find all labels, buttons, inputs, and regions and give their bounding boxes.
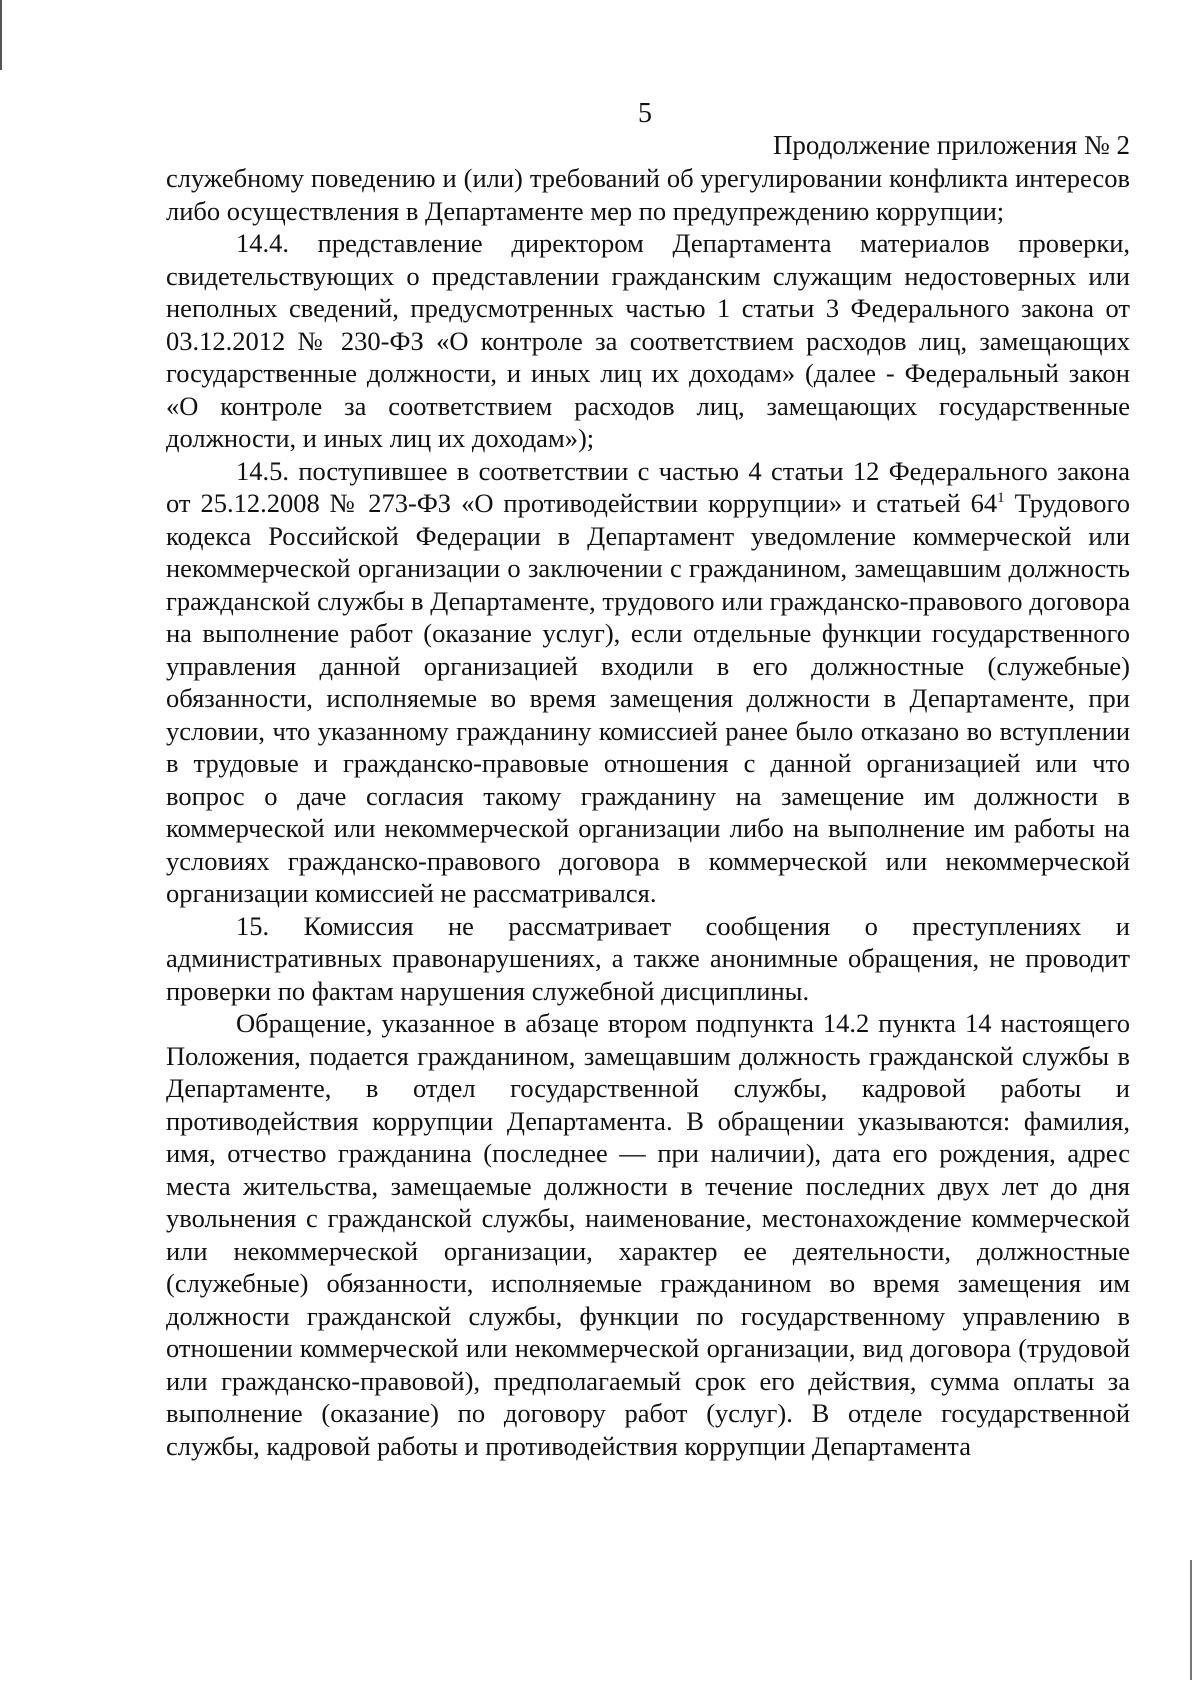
- paragraph: [166, 455, 1130, 910]
- paragraph: служебному поведению и (или) требований об урегулировании конфликта интересов либо осуществления в Департаменте мер по предупреждению коррупции;: [166, 163, 1130, 226]
- superscript: 1: [997, 490, 1005, 507]
- paragraph-text: 14.5. поступившее в соответствии с частью 4 статьи 12 Федерального закона от 25.12.2008 № 273-ФЗ «О противодействии коррупции» и статьей 64: [166, 455, 1130, 518]
- paragraph: Обращение, указанное в абзаце втором подпункта 14.2 пункта 14 настоящего Положения, подается гражданином, замещавшим должность гражданской службы в Департаменте, в отдел государственной службы, кадровой работы и противодействия коррупции Департамента. В обращении указываются: фамилия, имя, отчество гражданина (последнее — при наличии), дата его рождения, адрес места жительства, замещаемые должности в течение последних двух лет до дня увольнения с гражданской службы, наименование, местонахождение коммерческой или некоммерческой организации, характер ее деятельности, должностные (служебные) обязанности, исполняемые гражданином во время замещения им должности гражданской службы, функции по государственному управлению в отношении коммерческой или некоммерческой организации, вид договора (трудовой или гражданско-правовой), предполагаемый срок его действия, сумма оплаты за выполнение (оказание) по договору работ (услуг). В отделе государственной службы, кадровой работы и противодействия коррупции Департамента: [166, 1008, 1130, 1461]
- document-body: [166, 162, 1130, 1462]
- scan-edge-mark: [0, 0, 2, 70]
- page-number: 5: [638, 98, 652, 129]
- paragraph-text: Трудового кодекса Российской Федерации в Департамент уведомление коммерческой или некоммерческой организации о заключении с гражданином, замещавшим должность гражданской службы в Департаменте, трудового или гражданско-правового договора на выполнение работ (оказание услуг), если отдельные функции государственного управления данной организацией входили в его должностные (служебные) обязанности, исполняемые во время замещения должности в Департаменте, при условии, что указанному гражданину комиссией ранее было отказано во вступлении в трудовые и гражданско-правовые отношения с данной организацией или что вопрос о даче согласия такому гражданину на замещение им должности в коммерческой или некоммерческой организации либо на выполнение им работы на условиях гражданско-правового договора в коммерческой или некоммерческой организации комиссией не рассматривался.: [166, 488, 1131, 908]
- paragraph: 15. Комиссия не рассматривает сообщения о преступлениях и административных правонарушениях, а также анонимные обращения, не проводит проверки по фактам нарушения служебной дисциплины.: [166, 910, 1130, 1006]
- continuation-label: Продолжение приложения № 2: [772, 130, 1130, 160]
- paragraph: 14.4. представление директором Департамента материалов проверки, свидетельствующих о представлении гражданским служащим недостоверных или неполных сведений, предусмотренных частью 1 статьи 3 Федерального закона от 03.12.2012 № 230-ФЗ «О контроле за соответствием расходов лиц, замещающих государственные должности, и иных лиц их доходам» (далее - Федеральный закон «О контроле за соответствием расходов лиц, замещающих государственные должности, и иных лиц их доходам»);: [166, 228, 1130, 453]
- scan-edge-mark: [1190, 1560, 1192, 1680]
